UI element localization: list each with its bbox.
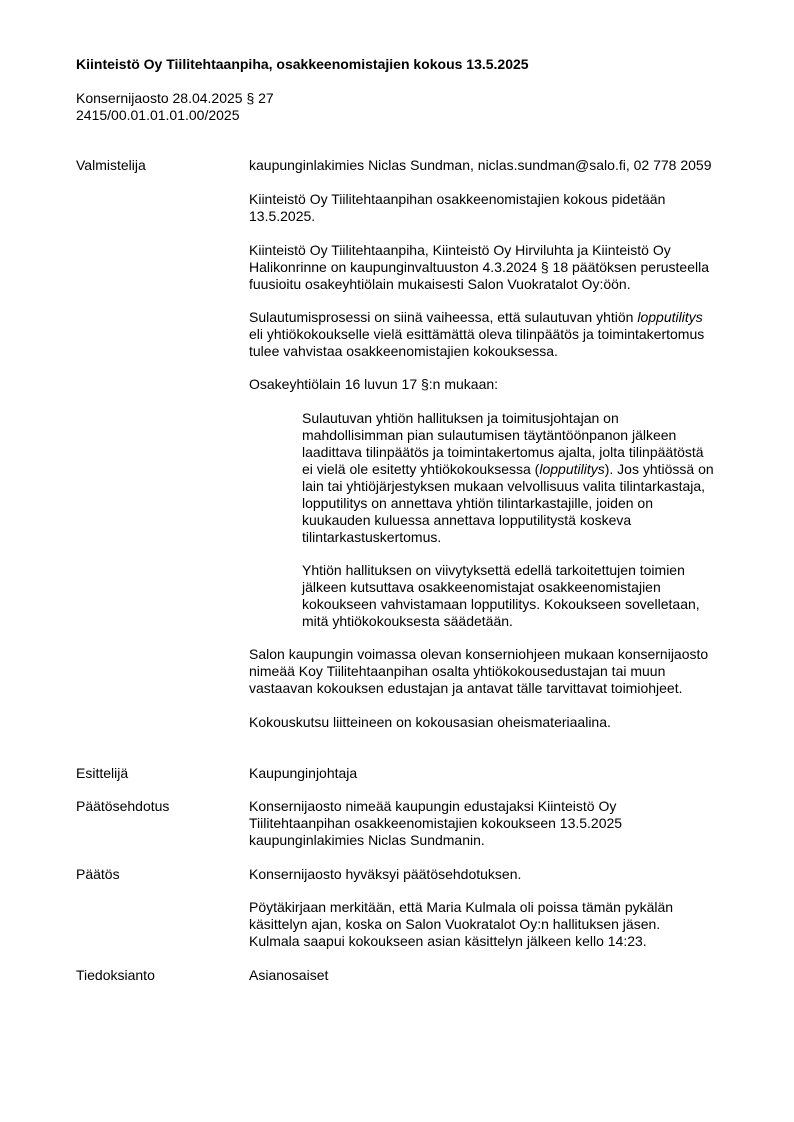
text-line: Pöytäkirjaan merkitään, että Maria Kulmala oli poissa tämän pykälän — [249, 899, 674, 915]
text-line: Konsernijaosto hyväksyi päätösehdotuksen. — [249, 866, 522, 882]
text-line: Tiilitehtaanpihan osakkeenomistajien kokoukseen 13.5.2025 — [249, 815, 623, 831]
meeting-reference: Konsernijaosto 28.04.2025 § 27 — [76, 90, 274, 106]
text-line: Kokouskutsu liitteineen on kokousasian oheismateriaalina. — [249, 714, 611, 730]
text-line: kaupunginlakimies Niclas Sundmanin. — [249, 832, 485, 848]
text-line: Konsernijaosto nimeää kaupungin edustajaksi Kiinteistö Oy — [249, 798, 617, 814]
quote-line: tilintarkastuskertomus. — [302, 529, 442, 545]
paragraph-merger — [249, 242, 739, 293]
text-line: 13.5.2025. — [249, 208, 316, 224]
label-tiedoksianto: Tiedoksianto — [76, 967, 155, 983]
quote-line: Sulautuvan yhtiön hallituksen ja toimitusjohtajan on — [302, 410, 619, 426]
text-segment: ei vielä ole esitetty yhtiökokouksessa ( — [302, 461, 540, 477]
text-line: nimeää Koy Tiilitehtaanpihan osalta yhtiökokousedustajan tai muun — [249, 663, 666, 679]
decision-text — [249, 866, 739, 883]
paragraph-meeting-date — [249, 191, 739, 225]
label-paatosehdotus: Päätösehdotus — [76, 798, 170, 814]
text-line: Salon kaupungin voimassa olevan konserniohjeen mukaan konsernijaosto — [249, 646, 709, 662]
label-esittelija: Esittelijä — [76, 765, 129, 781]
italic-term: lopputilitys — [539, 461, 605, 477]
preparer-text: kaupunginlakimies Niclas Sundman, niclas.sundman@salo.fi, 02 778 2059 — [249, 157, 712, 173]
quote-line: Yhtiön hallituksen on viivytyksettä edellä tarkoitettujen toimien — [302, 562, 685, 578]
quote-line: lopputilitys on annettava yhtiön tilintarkastajille, joiden on — [302, 495, 653, 511]
text-segment: ). Jos yhtiössä on — [604, 461, 714, 477]
preparer-line — [249, 157, 739, 174]
text-line: fuusioitu osakeyhtiölain mukaisesti Salon Vuokratalot Oy:öön. — [249, 276, 631, 292]
law-quote-2 — [302, 562, 742, 630]
decision-proposal — [249, 798, 739, 849]
italic-term: lopputilitys — [637, 309, 703, 325]
notification-value: Asianosaiset — [249, 967, 329, 983]
paragraph-law-intro — [249, 376, 739, 393]
quote-line — [302, 461, 742, 478]
text-line: Kiinteistö Oy Tiilitehtaanpiha, Kiinteistö Oy Hirviluhta ja Kiinteistö Oy — [249, 242, 671, 258]
text-line: Halikonrinne on kaupunginvaltuuston 4.3.2024 § 18 päätöksen perusteella — [249, 259, 710, 275]
law-quote-1 — [302, 410, 742, 546]
quote-line: mahdollisimman pian sulautumisen täytäntöönpanon jälkeen — [302, 427, 677, 443]
paragraph-merger-process — [249, 309, 739, 360]
text-line: eli yhtiökokoukselle vielä esittämättä oleva tilinpäätös ja toimintakertomus — [249, 326, 705, 342]
document-title: Kiinteistö Oy Tiilitehtaanpiha, osakkeenomistajien kokous 13.5.2025 — [76, 56, 529, 72]
text-segment: Sulautumisprosessi on siinä vaiheessa, että sulautuvan yhtiön — [249, 309, 638, 325]
decision-note — [249, 899, 739, 950]
text-line: Osakeyhtiölain 16 luvun 17 §:n mukaan: — [249, 376, 499, 392]
text-line — [249, 309, 739, 326]
quote-line: jälkeen kutsuttava osakkeenomistajat osakkeenomistajien — [302, 579, 661, 595]
label-valmistelija: Valmistelija — [76, 157, 146, 173]
quote-line: kuukauden kuluessa annettava lopputilitystä koskeva — [302, 512, 632, 528]
quote-line: laadittava tilinpäätös ja toimintakertomus ajalta, jolta tilinpäätöstä — [302, 444, 704, 460]
paragraph-invitation — [249, 714, 739, 731]
text-line: vastaavan kokouksen edustajan ja antavat tälle tarvittavat toimiohjeet. — [249, 680, 683, 696]
quote-line: mitä yhtiökokouksesta säädetään. — [302, 613, 513, 629]
quote-line: kokoukseen vahvistamaan lopputilitys. Kokoukseen sovelletaan, — [302, 596, 700, 612]
label-paatos: Päätös — [76, 866, 120, 882]
text-line: käsittelyn ajan, koska on Salon Vuokratalot Oy:n hallituksen jäsen. — [249, 916, 661, 932]
text-line: tulee vahvistaa osakkeenomistajien kokouksessa. — [249, 343, 558, 359]
diary-number: 2415/00.01.01.01.00/2025 — [76, 107, 240, 123]
quote-line: lain tai yhtiöjärjestyksen mukaan velvollisuus valita tilintarkastaja, — [302, 478, 706, 494]
text-line: Kiinteistö Oy Tiilitehtaanpihan osakkeenomistajien kokous pidetään — [249, 191, 666, 207]
presenter-value: Kaupunginjohtaja — [249, 765, 358, 781]
text-line: Kulmala saapui kokoukseen asian käsittelyn jälkeen kello 14:23. — [249, 933, 647, 949]
paragraph-group-guideline — [249, 646, 739, 697]
